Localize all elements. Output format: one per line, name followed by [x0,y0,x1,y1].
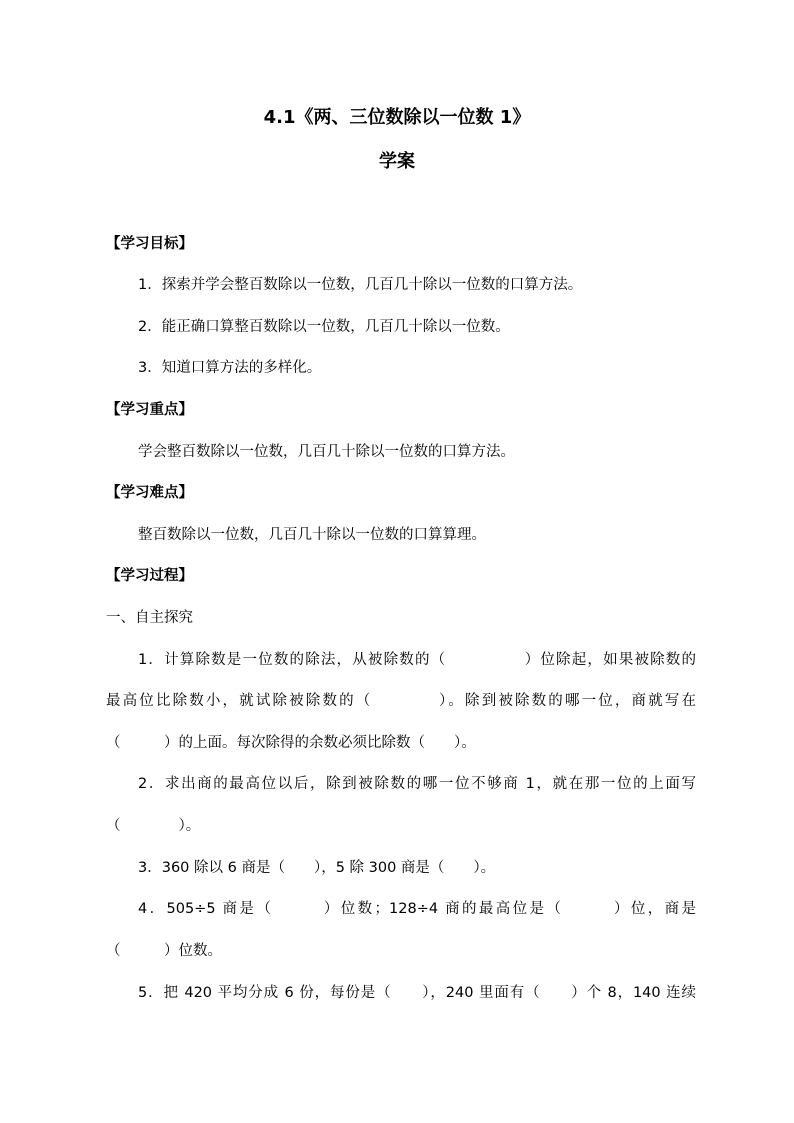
question-2-line-2: （ ）。 [106,818,201,834]
key-points-text: 学会整百数除以一位数，几百几十除以一位数的口算方法。 [138,444,515,460]
question-4-line-1: 4．505÷5 商是（ ）位数；128÷4 商的最高位是（ ）位，商是 [138,901,696,917]
difficulty-heading: 【学习难点】 [106,485,193,501]
key-points-heading: 【学习重点】 [106,402,193,418]
process-heading: 【学习过程】 [106,568,193,584]
section-heading-1: 一、自主探究 [106,610,193,626]
goal-item-2: 2．能正确口算整百数除以一位数，几百几十除以一位数。 [138,319,510,335]
document-subtitle: 学案 [379,151,415,172]
goal-item-1: 1．探索并学会整百数除以一位数，几百几十除以一位数的口算方法。 [138,277,583,293]
goals-heading: 【学习目标】 [106,236,193,252]
question-1-line-1: 1．计算除数是一位数的除法，从被除数的（ ）位除起，如果被除数的 [138,652,696,668]
question-3: 3．360 除以 6 商是（ ），5 除 300 商是（ ）。 [138,860,496,876]
question-4-line-2: （ ）位数。 [106,943,222,959]
question-2-line-1: 2．求出商的最高位以后，除到被除数的哪一位不够商 1，就在那一位的上面写 [138,776,696,792]
document-title: 4.1《两、三位数除以一位数 1》 [263,107,531,128]
question-1-line-3: （ ）的上面。每次除得的余数必须比除数（ ）。 [106,735,476,751]
goal-item-3: 3．知道口算方法的多样化。 [138,360,322,376]
question-5-line-1: 5．把 420 平均分成 6 份，每份是（ ），240 里面有（ ）个 8，140 连续 [138,985,696,1001]
question-1-line-2: 最高位比除数小，就试除被除数的（ ）。除到被除数的哪一位，商就写在 [106,693,696,709]
difficulty-text: 整百数除以一位数，几百几十除以一位数的口算算理。 [138,527,486,543]
